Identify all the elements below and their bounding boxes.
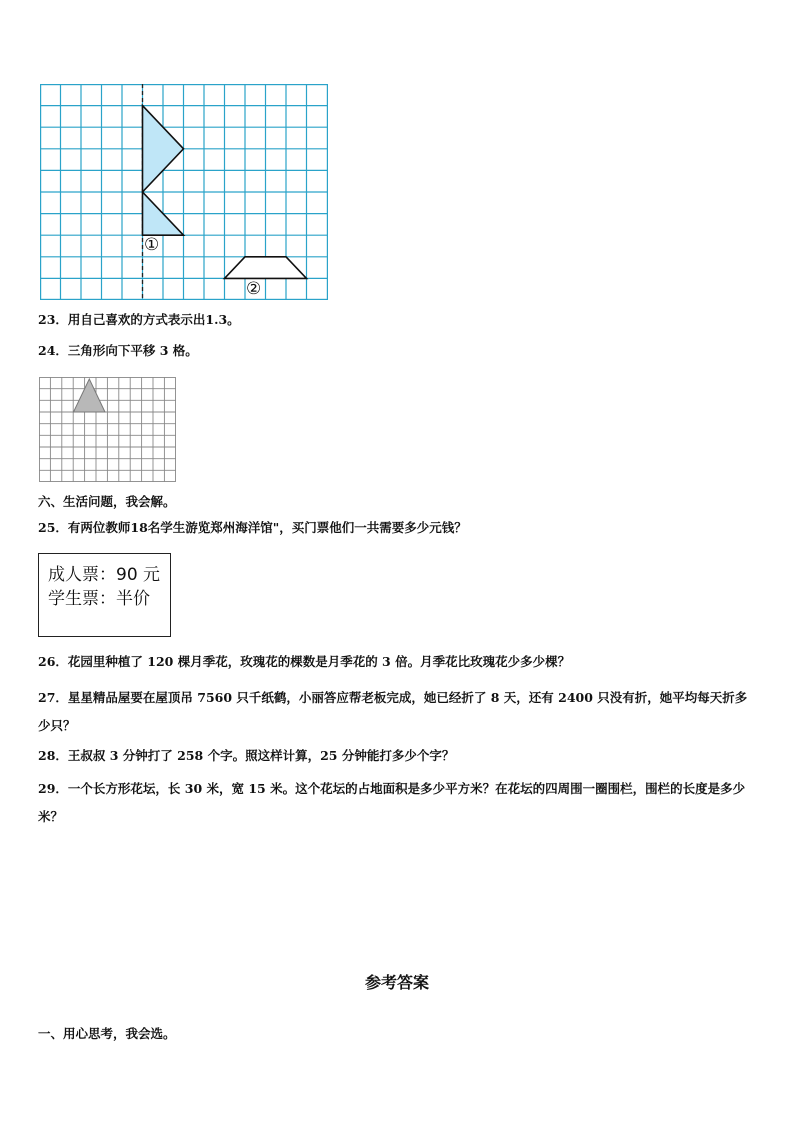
student-ticket-price: 学生票：半价 <box>48 589 150 609</box>
answers-section-1: 一、用心思考，我会选。 <box>38 1026 176 1041</box>
question-27: 27．星星精品屋要在屋顶吊 7560 只千纸鹤，小丽答应帮老板完成，她已经折了 8 天，还有 2400 只没有折，她平均每天折多少只？ <box>38 690 748 733</box>
question-23: 23．用自己喜欢的方式表示出1.3。 <box>38 312 240 327</box>
question-28: 28．王叔叔 3 分钟打了 258 个字。照这样计算，25 分钟能打多少个字？ <box>38 748 455 763</box>
section-6-heading: 六、生活问题，我会解。 <box>38 494 176 509</box>
gray-triangle <box>74 379 106 412</box>
question-25: 25．有两位教师18名学生游览郑州海洋馆"，买门票他们一共需要多少元钱？ <box>38 520 467 535</box>
label-2: ② <box>246 279 262 299</box>
question-24: 24．三角形向下平移 3 格。 <box>38 343 198 358</box>
adult-ticket-price: 成人票：90 元 <box>48 565 161 585</box>
answers-title: 参考答案 <box>364 973 429 992</box>
grid-figure-triangle <box>39 377 176 482</box>
question-26: 26．花园里种植了 120 棵月季花，玫瑰花的棵数是月季花的 3 倍。月季花比玫瑰花少多少棵？ <box>38 654 571 669</box>
question-29: 29．一个长方形花坛，长 30 米，宽 15 米。这个花坛的占地面积是多少平方米？在花坛的四周围一圈围栏，围栏的长度是多少米？ <box>38 781 746 824</box>
grid-figure-shapes <box>40 84 328 300</box>
ticket-price-box <box>38 553 171 637</box>
label-1: ① <box>144 235 160 255</box>
shape-2 <box>225 257 307 279</box>
